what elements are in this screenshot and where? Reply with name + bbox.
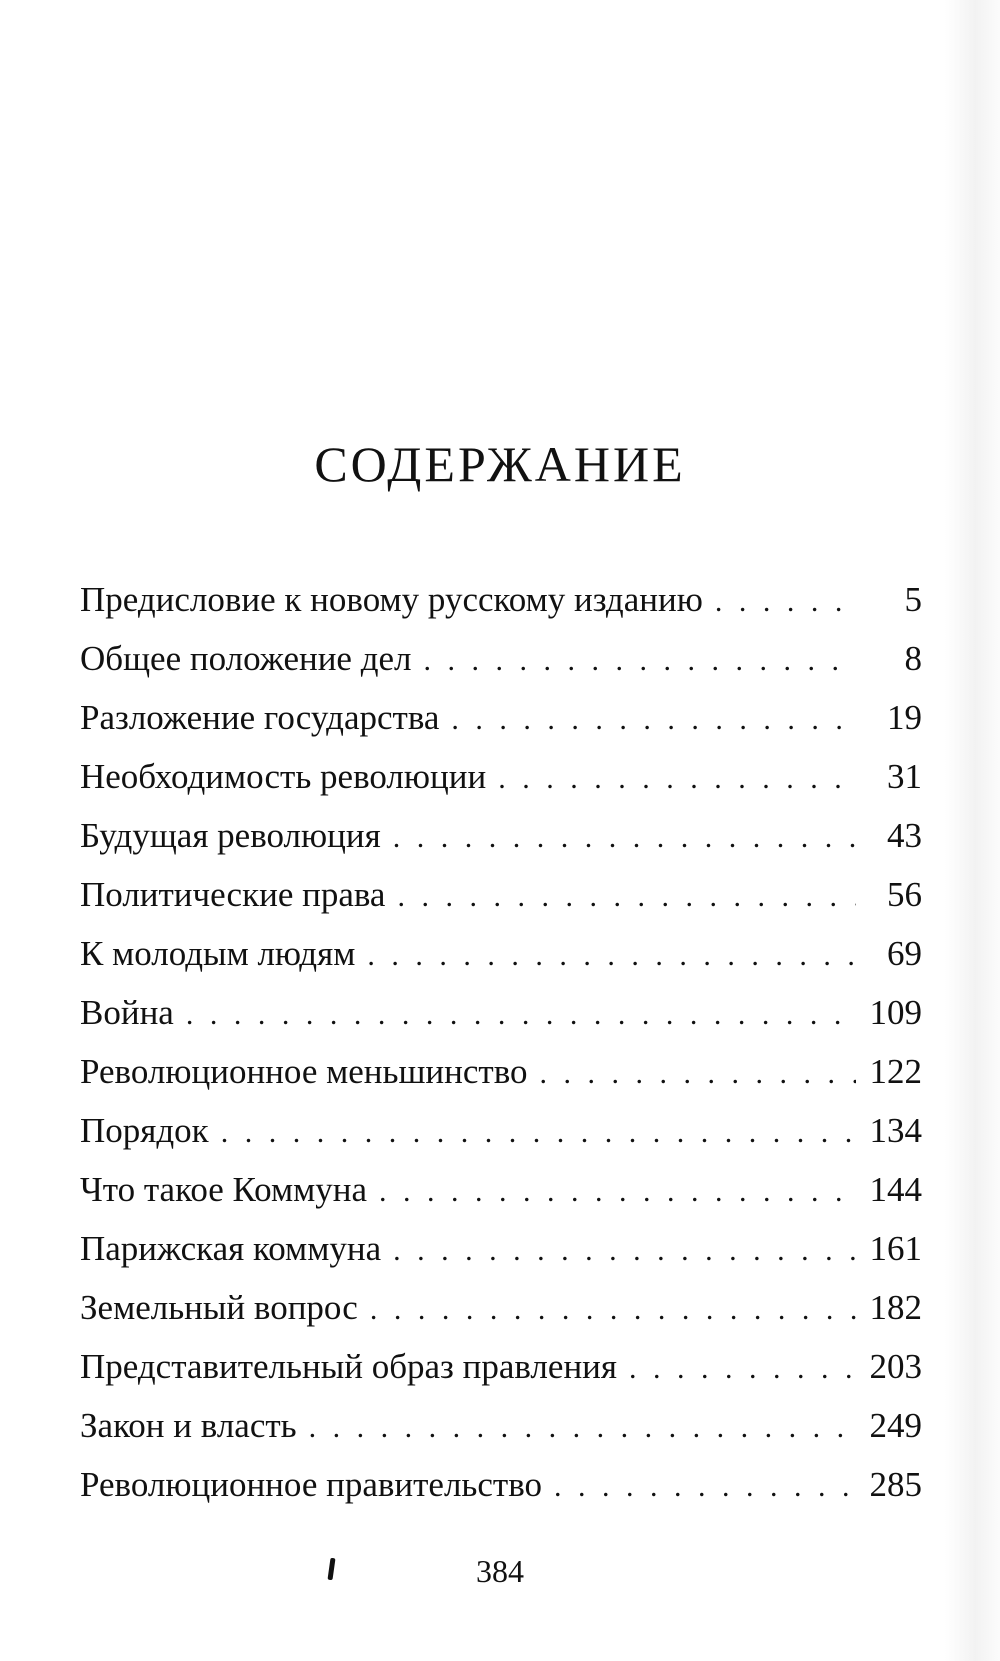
dot-leader — [379, 1177, 856, 1207]
toc-entry — [80, 700, 922, 759]
toc-entry — [80, 1349, 922, 1408]
toc-entry-page: 8 — [904, 639, 922, 678]
dot-leader — [540, 1059, 856, 1089]
dot-leader — [186, 1000, 856, 1030]
toc-entry-page: 203 — [869, 1347, 922, 1386]
toc-entry-title: Война — [80, 993, 174, 1032]
dot-leader — [393, 823, 856, 853]
toc-entry-page: 182 — [869, 1288, 922, 1327]
toc-entry — [80, 1290, 922, 1349]
toc-entry-page: 285 — [869, 1465, 922, 1504]
toc-entry-page: 56 — [887, 875, 922, 914]
toc-entry-title: Представительный образ правления — [80, 1347, 617, 1386]
dot-leader — [554, 1472, 856, 1502]
dot-leader — [451, 705, 856, 735]
toc-entry-title: Предисловие к новому русскому изданию — [80, 580, 703, 619]
dot-leader — [715, 587, 856, 617]
toc-entry-title: Политические права — [80, 875, 386, 914]
page-title: СОДЕРЖАНИЕ — [314, 435, 686, 492]
page-edge-shadow — [945, 0, 1000, 1661]
dot-leader — [309, 1413, 856, 1443]
toc-entry-title: Разложение государства — [80, 698, 440, 737]
toc-entry-title: Будущая революция — [80, 816, 381, 855]
toc-entry — [80, 1172, 922, 1231]
toc-entry — [80, 995, 922, 1054]
dot-leader — [629, 1354, 856, 1384]
toc-entry — [80, 1231, 922, 1290]
toc-entry-page: 109 — [869, 993, 922, 1032]
dot-leader — [424, 646, 856, 676]
toc-entry — [80, 877, 922, 936]
toc-entry — [80, 1113, 922, 1172]
toc-entry-title: Революционное правительство — [80, 1465, 543, 1504]
page-number: 384 — [476, 1553, 524, 1589]
toc-entry-page: 144 — [869, 1170, 922, 1209]
toc-entry — [80, 759, 922, 818]
toc-entry-title: Что такое Коммуна — [80, 1170, 368, 1209]
toc-entry-page: 134 — [869, 1111, 922, 1150]
toc-entry — [80, 582, 922, 641]
toc-entry — [80, 1467, 922, 1526]
toc-entry — [80, 1054, 922, 1113]
table-of-contents — [80, 582, 922, 1526]
toc-entry-page: 19 — [887, 698, 922, 737]
dot-leader — [397, 882, 856, 912]
toc-entry-page: 122 — [869, 1052, 922, 1091]
toc-entry — [80, 1408, 922, 1467]
toc-entry-title: Общее положение дел — [80, 639, 412, 678]
toc-entry-page: 31 — [887, 757, 922, 796]
dot-leader — [370, 1295, 856, 1325]
toc-entry-page: 161 — [869, 1229, 922, 1268]
dot-leader — [367, 941, 856, 971]
toc-entry — [80, 818, 922, 877]
toc-entry-title: К молодым людям — [80, 934, 356, 973]
toc-entry-page: 5 — [904, 580, 922, 619]
dot-leader — [393, 1236, 856, 1266]
dot-leader — [221, 1118, 856, 1148]
toc-entry-title: Закон и власть — [80, 1406, 297, 1445]
toc-entry-page: 249 — [869, 1406, 922, 1445]
toc-entry-page: 69 — [887, 934, 922, 973]
toc-entry-title: Порядок — [80, 1111, 209, 1150]
toc-entry — [80, 641, 922, 700]
toc-entry-title: Революционное меньшинство — [80, 1052, 528, 1091]
toc-entry-title: Необходимость революции — [80, 757, 487, 796]
toc-entry — [80, 936, 922, 995]
toc-entry-title: Земельный вопрос — [80, 1288, 358, 1327]
dot-leader — [498, 764, 856, 794]
toc-entry-title: Парижская коммуна — [80, 1229, 382, 1268]
toc-entry-page: 43 — [887, 816, 922, 855]
